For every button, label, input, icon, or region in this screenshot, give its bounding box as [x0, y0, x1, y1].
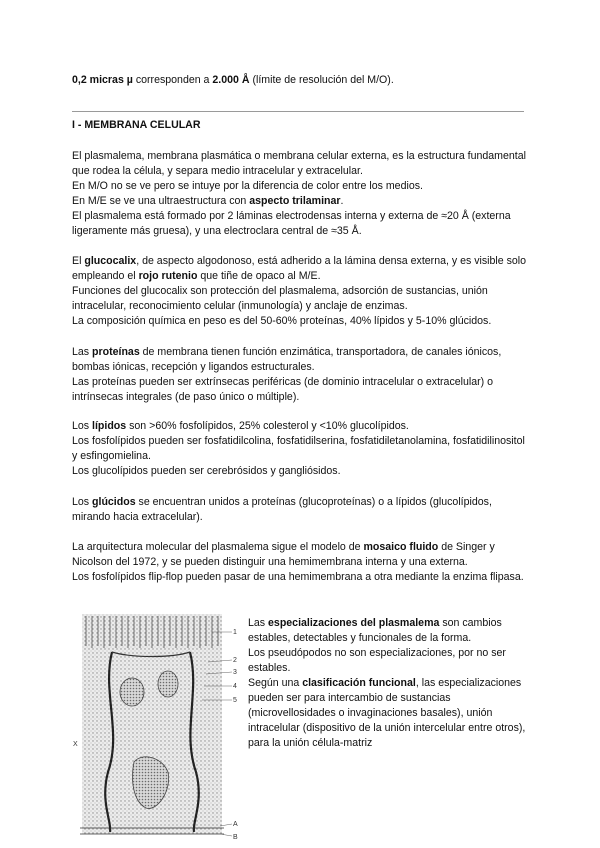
figure-label-a: A — [233, 821, 238, 828]
paragraph-glucidos: Los glúcidos se encuentran unidos a proteínas (glucoproteínas) o a lípidos (glucolípidos, mirando hacia extracelular). — [72, 496, 492, 523]
paragraph-glucocalix: El glucocalix, de aspecto algodonoso, está adherido a la lámina densa externa, y es visible solo empleando el rojo rutenio que tiñe de opaco al M/E. Funciones del glucocalix son protección del plasmalema, adsorción de sustancias, unión intracelular, reconocimiento celular (inmunología) y anclaje de enzimas. La composición química en peso es del 50-60% proteínas, 40% lípidos y 5-10% glúcidos. — [72, 255, 527, 327]
figure-label-2: 2 — [233, 657, 237, 664]
figure-label-x: X — [73, 741, 78, 748]
figure-label-3: 3 — [233, 669, 237, 676]
horizontal-divider — [72, 111, 524, 112]
figure-label-1: 1 — [233, 629, 237, 636]
section-heading: I - MEMBRANA CELULAR — [72, 119, 201, 131]
intro-line: 0,2 micras µ corresponden a 2.000 Å (límite de resolución del M/O). — [72, 74, 394, 86]
figure-label-5: 5 — [233, 697, 237, 704]
figure-label-4: 4 — [233, 683, 237, 690]
paragraph-proteinas: Las proteínas de membrana tienen función enzimática, transportadora, de canales iónicos, bombas iónicas, recepción y ligandos estructurales. Las proteínas pueden ser extrínsecas periféricas (de dominio intracelular o extracelular) o intrínsecas integrales (de paso único o múltiple). — [72, 346, 502, 403]
cell-membrane-illustration — [72, 612, 242, 842]
paragraph-lipidos: Los lípidos son >60% fosfolípidos, 25% colesterol y <10% glucolípidos. Los fosfolípidos pueden ser fosfatidilcolina, fosfatidilserina, fosfatidiletanolamina, fosfatidilinositol y esfingomielina. Los glucolípidos pueden ser cerebrósidos y gangliósidos. — [72, 420, 525, 477]
paragraph-especializaciones: Las especializaciones del plasmalema son cambios estables, detectables y funcionales de la forma. Los pseudópodos no son especializaciones, por no ser estables. Según una clasificación funcional, las especializaciones pueden ser para intercambio de sustancias (microvellosidades o invaginaciones basales), unión intracelular (dispositivo de la unión intercelular entre otros), para la unión célula-matriz — [248, 617, 526, 749]
paragraph-mosaico-fluido: La arquitectura molecular del plasmalema sigue el modelo de mosaico fluido de Singer y Nicolson del 1972, y se pueden distinguir una hemimembrana interna y una externa. Los fosfolípidos flip-flop pueden pasar de una hemimembrana a otra mediante la enzima flipasa. — [72, 541, 524, 583]
paragraph-plasmalema: El plasmalema, membrana plasmática o membrana celular externa, es la estructura fundamental que rodea la célula, y separa medio intracelular y extracelular. En M/O no se ve pero se intuye por la diferencia de color entre los medios. En M/E se ve una ultraestructura con aspecto trilaminar. El plasmalema está formado por 2 láminas electrodensas interna y externa de ≈20 Å (externa ligeramente más gruesa), y una electroclara central de ≈35 Å. — [72, 150, 526, 237]
figure-label-b: B — [233, 834, 238, 841]
